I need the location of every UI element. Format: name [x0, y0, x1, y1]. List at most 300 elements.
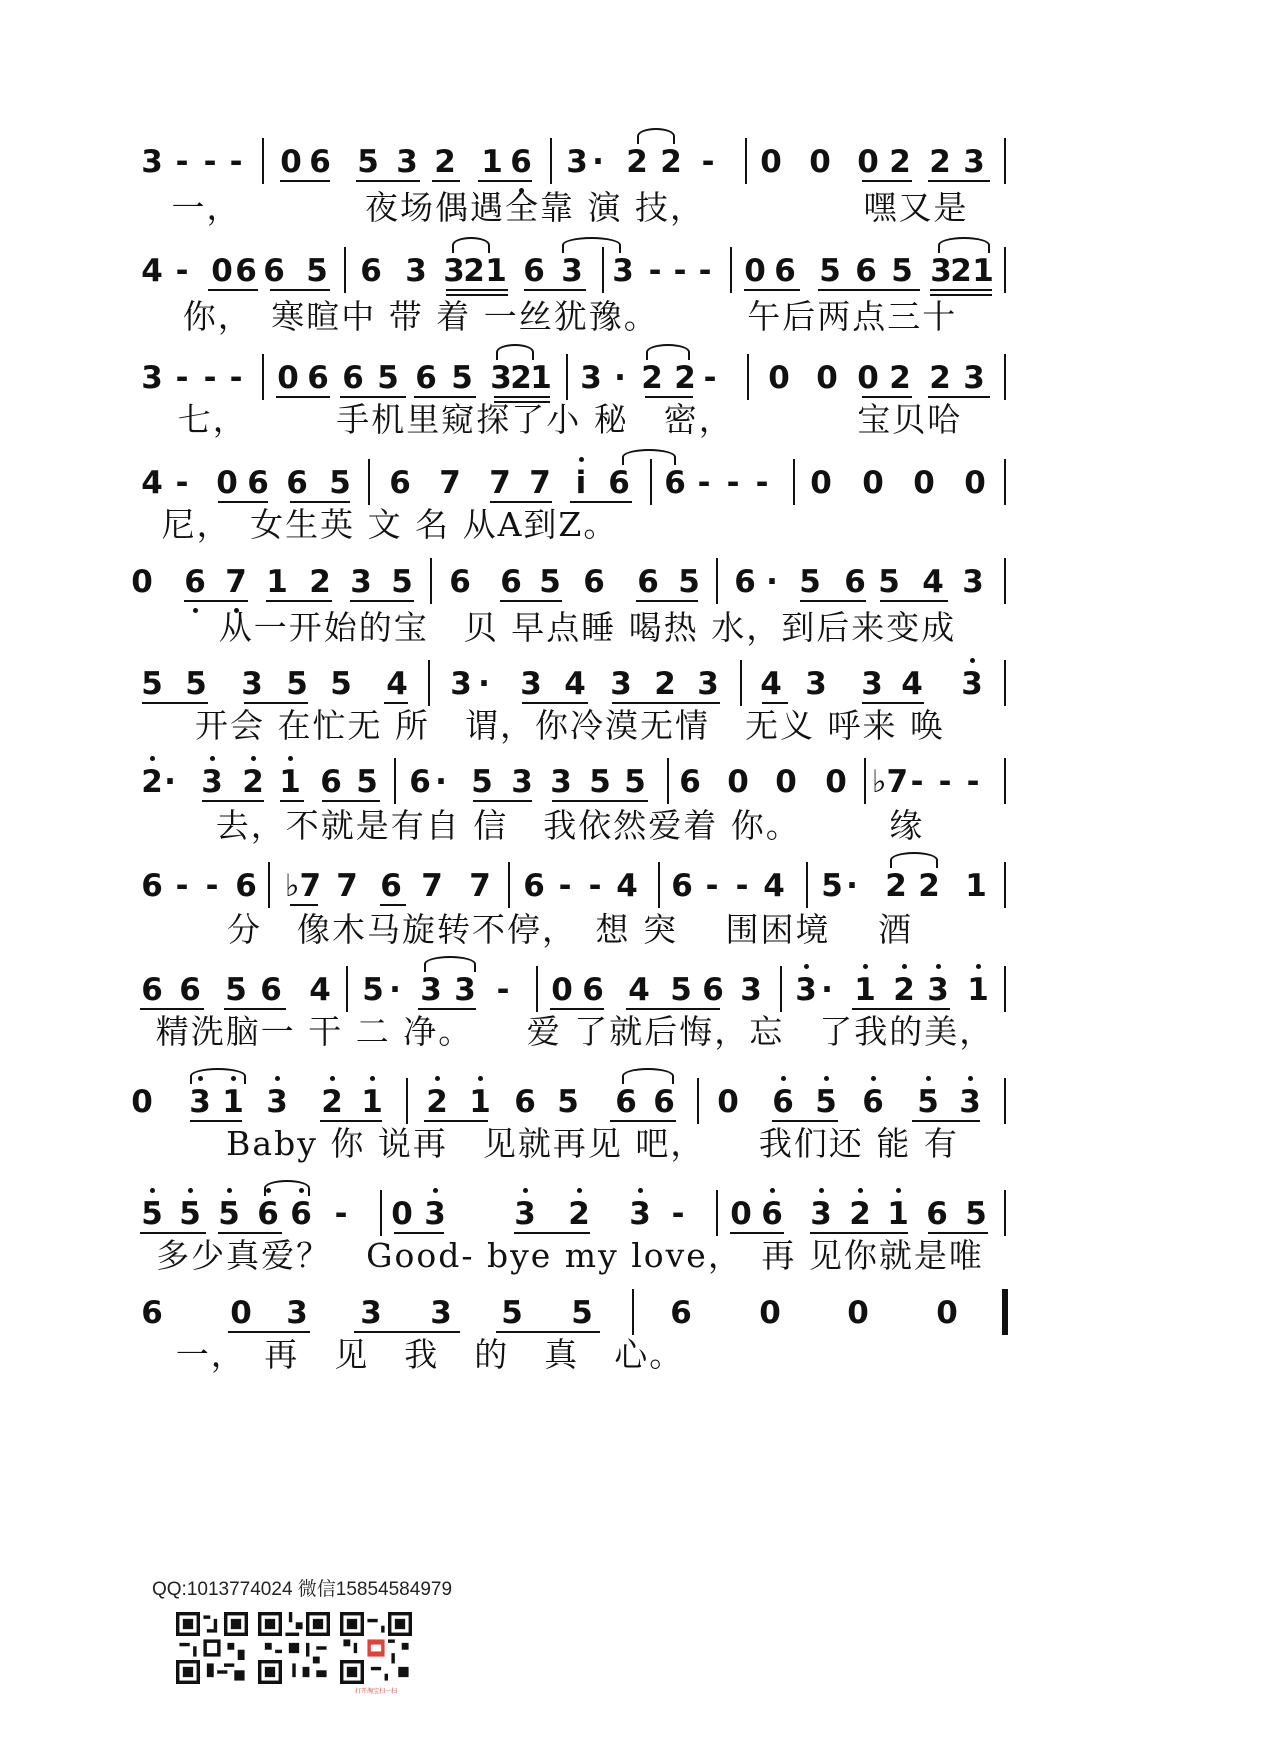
beam-underline — [800, 600, 866, 602]
bar-line — [344, 247, 346, 293]
note: 2 — [641, 360, 663, 396]
tie-arc — [452, 237, 490, 253]
note: - — [910, 764, 924, 800]
beam-underline — [384, 702, 408, 704]
note: 0 — [913, 465, 935, 501]
octave-dot-above — [863, 964, 868, 969]
note: 3 — [443, 253, 465, 289]
note: 0 — [131, 1084, 153, 1120]
note: 1 — [222, 1084, 244, 1120]
contact-info: QQ:1013774024 微信15854584979 — [152, 1579, 453, 1600]
note: 5 — [141, 666, 163, 702]
bar-line — [262, 138, 264, 184]
note: 6 — [510, 144, 532, 180]
note: 5 — [179, 1196, 201, 1232]
beam-underline — [446, 289, 508, 291]
bar-line — [745, 138, 747, 184]
octave-dot-above — [435, 1076, 440, 1081]
note: 2 — [674, 360, 696, 396]
note: - — [938, 764, 952, 800]
note: 5 — [330, 666, 352, 702]
beam-underline — [202, 800, 264, 802]
note: 2 — [309, 564, 331, 600]
octave-dot-above — [227, 1188, 232, 1193]
bar-line — [1004, 354, 1006, 400]
note: 2 — [321, 1084, 343, 1120]
note: - — [558, 868, 572, 904]
note: 6 — [653, 1084, 675, 1120]
note: 6 — [734, 564, 756, 600]
note: 2 — [893, 972, 915, 1008]
beam-underline — [350, 600, 414, 602]
note: 6 — [615, 1084, 637, 1120]
note: 3 — [927, 972, 949, 1008]
note: 3 — [740, 972, 762, 1008]
tie-arc — [622, 1068, 674, 1084]
beam-underline — [880, 600, 948, 602]
note: 1 — [854, 972, 876, 1008]
note: - — [703, 360, 717, 396]
lyric-line: 一， 再 见 我 的 真 心。 — [175, 1335, 685, 1374]
bar-line — [1004, 862, 1006, 908]
octave-dot-above — [523, 1188, 528, 1193]
note: 2 — [568, 1196, 590, 1232]
note: 7 — [225, 564, 247, 600]
note: 6 — [449, 564, 471, 600]
note: 6 — [523, 253, 545, 289]
note: 4 — [141, 465, 163, 501]
note: 6 — [608, 465, 630, 501]
note: 2 — [849, 1196, 871, 1232]
beam-underline — [500, 600, 562, 602]
bar-line — [394, 758, 396, 804]
beam-underline — [490, 501, 552, 503]
note: 3 — [514, 1196, 536, 1232]
note: 3 — [424, 1196, 446, 1232]
lyric-line: 分 像木马旋转不停， 想 突 围困境 酒 — [227, 910, 913, 949]
beam-underline — [394, 1232, 444, 1234]
note: 3 — [286, 1295, 308, 1331]
beam-underline — [290, 904, 318, 906]
note: 5 — [819, 253, 841, 289]
bar-line — [406, 1078, 408, 1124]
lyric-line: 七， 手机里窥探了小 秘 密， 宝贝哈 — [177, 400, 963, 439]
note: 3 — [550, 764, 572, 800]
note: 6 — [286, 465, 308, 501]
note: 3 — [266, 1084, 288, 1120]
note: 5 — [557, 1084, 579, 1120]
bar-line — [697, 1078, 699, 1124]
bar-line — [1004, 1078, 1006, 1124]
lyric-line: Baby 你 说再 见就再见 吧， 我们还 能 有 — [191, 1124, 959, 1163]
bar-line — [650, 459, 652, 505]
note: 3 — [396, 144, 418, 180]
beam-underline — [280, 180, 330, 182]
note: 2 — [463, 253, 485, 289]
octave-dot-above — [370, 1076, 375, 1081]
note: 5 — [965, 1196, 987, 1232]
note: 4 — [141, 253, 163, 289]
beam-underline — [772, 1120, 838, 1122]
lyric-line: 去，不就是有自 信 我依然爱着 你。 缘 — [215, 806, 925, 845]
note: 7 — [489, 465, 511, 501]
note: 6 — [409, 764, 431, 800]
beam-underline — [478, 180, 532, 182]
note: 7 — [421, 868, 443, 904]
bar-line — [566, 354, 568, 400]
note: 0 — [277, 360, 299, 396]
octave-dot-above — [902, 964, 907, 969]
beam-underline — [636, 600, 698, 602]
note: - — [966, 764, 980, 800]
beam-underline — [730, 1232, 784, 1234]
beam-underline — [862, 396, 912, 398]
lyric-line: 你， 寒暄中 带 着 一丝犹豫。 午后两点三十 — [182, 297, 958, 336]
note: 4 — [922, 564, 944, 600]
note: 0 — [825, 764, 847, 800]
beam-underline — [818, 289, 920, 291]
beam-underline — [218, 501, 268, 503]
note: 3 — [961, 666, 983, 702]
note: 4 — [309, 972, 331, 1008]
bar-line — [1004, 558, 1006, 604]
beam-underline — [892, 1008, 950, 1010]
note: 6 — [380, 868, 402, 904]
note: 5 — [391, 564, 413, 600]
bar-line — [508, 862, 510, 908]
note: · — [592, 144, 604, 180]
note: 3 — [962, 564, 984, 600]
beam-underline — [928, 396, 990, 398]
note: 5 — [539, 564, 561, 600]
beam-underline — [142, 702, 208, 704]
note: 3 — [810, 1196, 832, 1232]
note: 3 — [430, 1295, 452, 1331]
beam-underline — [432, 180, 460, 182]
note: 3 — [350, 564, 372, 600]
note: 6 — [235, 868, 257, 904]
note: 5 — [357, 144, 379, 180]
tie-arc — [622, 449, 676, 465]
beam-underline — [140, 1232, 206, 1234]
beam-underline — [928, 1232, 988, 1234]
note: 3 — [141, 360, 163, 396]
note: 6 — [671, 868, 693, 904]
note: 3 — [405, 253, 427, 289]
note: - — [205, 868, 219, 904]
bar-line — [864, 758, 866, 804]
note: 3 — [141, 144, 163, 180]
beam-underline — [496, 1331, 600, 1333]
beam-underline — [414, 396, 476, 398]
note: 1 — [361, 1084, 383, 1120]
note: 3 — [561, 253, 583, 289]
note: · — [766, 564, 778, 600]
note: 6 — [772, 1084, 794, 1120]
beam-underline — [340, 396, 406, 398]
note: 1 — [887, 1196, 909, 1232]
note: 0 — [775, 764, 797, 800]
note: 0 — [230, 1295, 252, 1331]
note: 1 — [967, 972, 989, 1008]
note: - — [334, 1196, 348, 1232]
beam-underline — [184, 600, 248, 602]
octave-dot-above — [288, 756, 293, 761]
note: 3 — [963, 144, 985, 180]
note: 6 — [774, 253, 796, 289]
note: 0 — [760, 144, 782, 180]
note: - — [726, 465, 740, 501]
note: 5 — [306, 253, 328, 289]
note: · — [435, 764, 447, 800]
note: 2 — [510, 360, 532, 396]
note: 6 — [260, 972, 282, 1008]
lyric-line: 从一开始的宝 贝 早点睡 喝热 水，到后来变成 — [183, 608, 957, 647]
note: - — [175, 465, 189, 501]
note: 6 — [500, 564, 522, 600]
note: 5 — [356, 764, 378, 800]
note: - — [229, 144, 243, 180]
note: 0 — [857, 360, 879, 396]
octave-dot-above — [926, 1076, 931, 1081]
octave-dot-above — [251, 756, 256, 761]
note: 6 — [290, 1196, 312, 1232]
lyric-line: 开会 在忙无 所 谓，你冷漠无情 无义 呼来 唤 — [195, 706, 945, 745]
note: 0 — [551, 972, 573, 1008]
beam-underline — [930, 289, 992, 291]
note: 7 — [439, 465, 461, 501]
note: 0 — [211, 253, 233, 289]
note: - — [755, 465, 769, 501]
note: - — [697, 465, 711, 501]
note: 6 — [855, 253, 877, 289]
octave-dot-above — [871, 1076, 876, 1081]
note: 3 — [420, 972, 442, 1008]
note: 1 — [530, 360, 552, 396]
bar-line — [428, 660, 430, 706]
note: 3 — [189, 1084, 211, 1120]
note: 6 — [141, 1295, 163, 1331]
note: · — [846, 868, 858, 904]
beam-underline — [140, 1008, 204, 1010]
bar-line — [716, 1190, 718, 1236]
note: - — [175, 360, 189, 396]
beam-underline — [590, 800, 648, 802]
note: 5 — [225, 972, 247, 1008]
bar-line — [550, 138, 552, 184]
note: 2 — [426, 1084, 448, 1120]
bar-line — [667, 758, 669, 804]
bar-line — [1004, 138, 1006, 184]
bar-line — [1004, 459, 1006, 505]
note: · — [614, 360, 626, 396]
beam-underline — [354, 1331, 460, 1333]
note: 3 — [580, 360, 602, 396]
octave-dot-above — [968, 1076, 973, 1081]
beam-underline — [494, 396, 550, 398]
note: 6 — [263, 253, 285, 289]
note: 4 — [760, 666, 782, 702]
note: 2 — [434, 144, 456, 180]
note: 1 — [279, 764, 301, 800]
note: 3 — [795, 972, 817, 1008]
note: 0 — [727, 764, 749, 800]
note: 6 — [415, 360, 437, 396]
tie-arc — [637, 128, 675, 144]
note: 3 — [963, 360, 985, 396]
note: 5 — [451, 360, 473, 396]
note: 0 — [391, 1196, 413, 1232]
note: 7 — [469, 868, 491, 904]
note: 6 — [247, 465, 269, 501]
note: 5 — [329, 465, 351, 501]
beam-underline — [744, 289, 800, 291]
note: 0 — [964, 465, 986, 501]
note: - — [175, 144, 189, 180]
note: 0 — [744, 253, 766, 289]
note: 2 — [889, 360, 911, 396]
note: 1 — [469, 1084, 491, 1120]
note: 6 — [320, 764, 342, 800]
note: 6 — [670, 1295, 692, 1331]
note: 2 — [626, 144, 648, 180]
note: ♭7 — [284, 868, 322, 904]
note: 6 — [583, 564, 605, 600]
beam-underline — [645, 396, 693, 398]
note: 3 — [511, 764, 533, 800]
note: 3 — [612, 253, 634, 289]
beam-underline — [570, 501, 632, 503]
beam-underline — [514, 1232, 590, 1234]
bar-line — [368, 459, 370, 505]
note: 1 — [965, 868, 987, 904]
note: 6 — [342, 360, 364, 396]
note: 2 — [242, 764, 264, 800]
bar-line — [806, 862, 808, 908]
tie-arc — [190, 1068, 246, 1084]
note: 6 — [844, 564, 866, 600]
bar-line — [536, 966, 538, 1012]
note: 0 — [936, 1295, 958, 1331]
note: · — [389, 972, 401, 1008]
note: 6 — [862, 1084, 884, 1120]
tie-arc — [264, 1180, 310, 1196]
beam-underline — [320, 1120, 382, 1122]
note: 2 — [950, 253, 972, 289]
note: - — [701, 144, 715, 180]
octave-dot-above — [936, 964, 941, 969]
note: 6 — [257, 1196, 279, 1232]
note: 6 — [637, 564, 659, 600]
note: 5 — [377, 360, 399, 396]
note: 5 — [185, 666, 207, 702]
octave-dot-above — [579, 457, 584, 462]
note: 4 — [616, 868, 638, 904]
note: - — [698, 253, 712, 289]
note: 6 — [141, 868, 163, 904]
lyric-line: 精洗脑一 干 二 净。 爱 了就后悔，忘 了我的美， — [155, 1012, 995, 1051]
note: - — [175, 253, 189, 289]
note: 5 — [362, 972, 384, 1008]
beam-underline — [276, 396, 330, 398]
note: - — [496, 972, 510, 1008]
note: - — [175, 868, 189, 904]
note: 5 — [815, 1084, 837, 1120]
note: 3 — [360, 1295, 382, 1331]
note: 0 — [862, 465, 884, 501]
lyric-line: 多少真爱？ Good- bye my love， 再 见你就是唯 — [156, 1236, 984, 1275]
note: 4 — [901, 666, 923, 702]
beam-underline — [862, 180, 912, 182]
beam-underline — [912, 1120, 980, 1122]
note: 4 — [386, 666, 408, 702]
octave-dot-above — [275, 1076, 280, 1081]
note: 3 — [697, 666, 719, 702]
beam-underline — [928, 180, 990, 182]
note: 6 — [360, 253, 382, 289]
note: · — [164, 764, 176, 800]
note: 2 — [654, 666, 676, 702]
note: 1 — [485, 253, 507, 289]
note: 3 — [959, 1084, 981, 1120]
note: 6 — [184, 564, 206, 600]
bar-line — [658, 862, 660, 908]
note: 0 — [730, 1196, 752, 1232]
octave-dot-above — [896, 1188, 901, 1193]
note: 0 — [816, 360, 838, 396]
note: 0 — [810, 465, 832, 501]
note: 7 — [529, 465, 551, 501]
note: 0 — [280, 144, 302, 180]
note: 0 — [131, 564, 153, 600]
beam-underline — [473, 800, 532, 802]
beam-underline — [862, 702, 924, 704]
octave-dot-above — [210, 756, 215, 761]
octave-dot-above — [638, 1188, 643, 1193]
bar-line — [1004, 966, 1006, 1012]
note: 5 — [589, 764, 611, 800]
bar-line — [1004, 660, 1006, 706]
note: 5 — [821, 868, 843, 904]
note: 5 — [141, 1196, 163, 1232]
note: 6 — [389, 465, 411, 501]
final-bar-line — [1002, 1289, 1008, 1335]
beam-underline-double — [446, 294, 508, 296]
note: 1 — [266, 564, 288, 600]
note: 2 — [929, 144, 951, 180]
note: 3 — [610, 666, 632, 702]
note: 4 — [763, 868, 785, 904]
beam-underline-double — [930, 294, 992, 296]
beam-underline — [424, 1120, 488, 1122]
beam-underline — [244, 702, 308, 704]
note: - — [229, 360, 243, 396]
qr-code-1 — [176, 1612, 248, 1684]
note: 4 — [628, 972, 650, 1008]
note: 4 — [564, 666, 586, 702]
bar-line — [602, 247, 604, 293]
note: - — [648, 253, 662, 289]
note: 3 — [805, 666, 827, 702]
note: - — [735, 868, 749, 904]
note: 6 — [702, 972, 724, 1008]
note: 5 — [878, 564, 900, 600]
note: 5 — [917, 1084, 939, 1120]
note: 6 — [179, 972, 201, 1008]
note: 5 — [891, 253, 913, 289]
bar-line — [1004, 1190, 1006, 1236]
note: 6 — [309, 144, 331, 180]
